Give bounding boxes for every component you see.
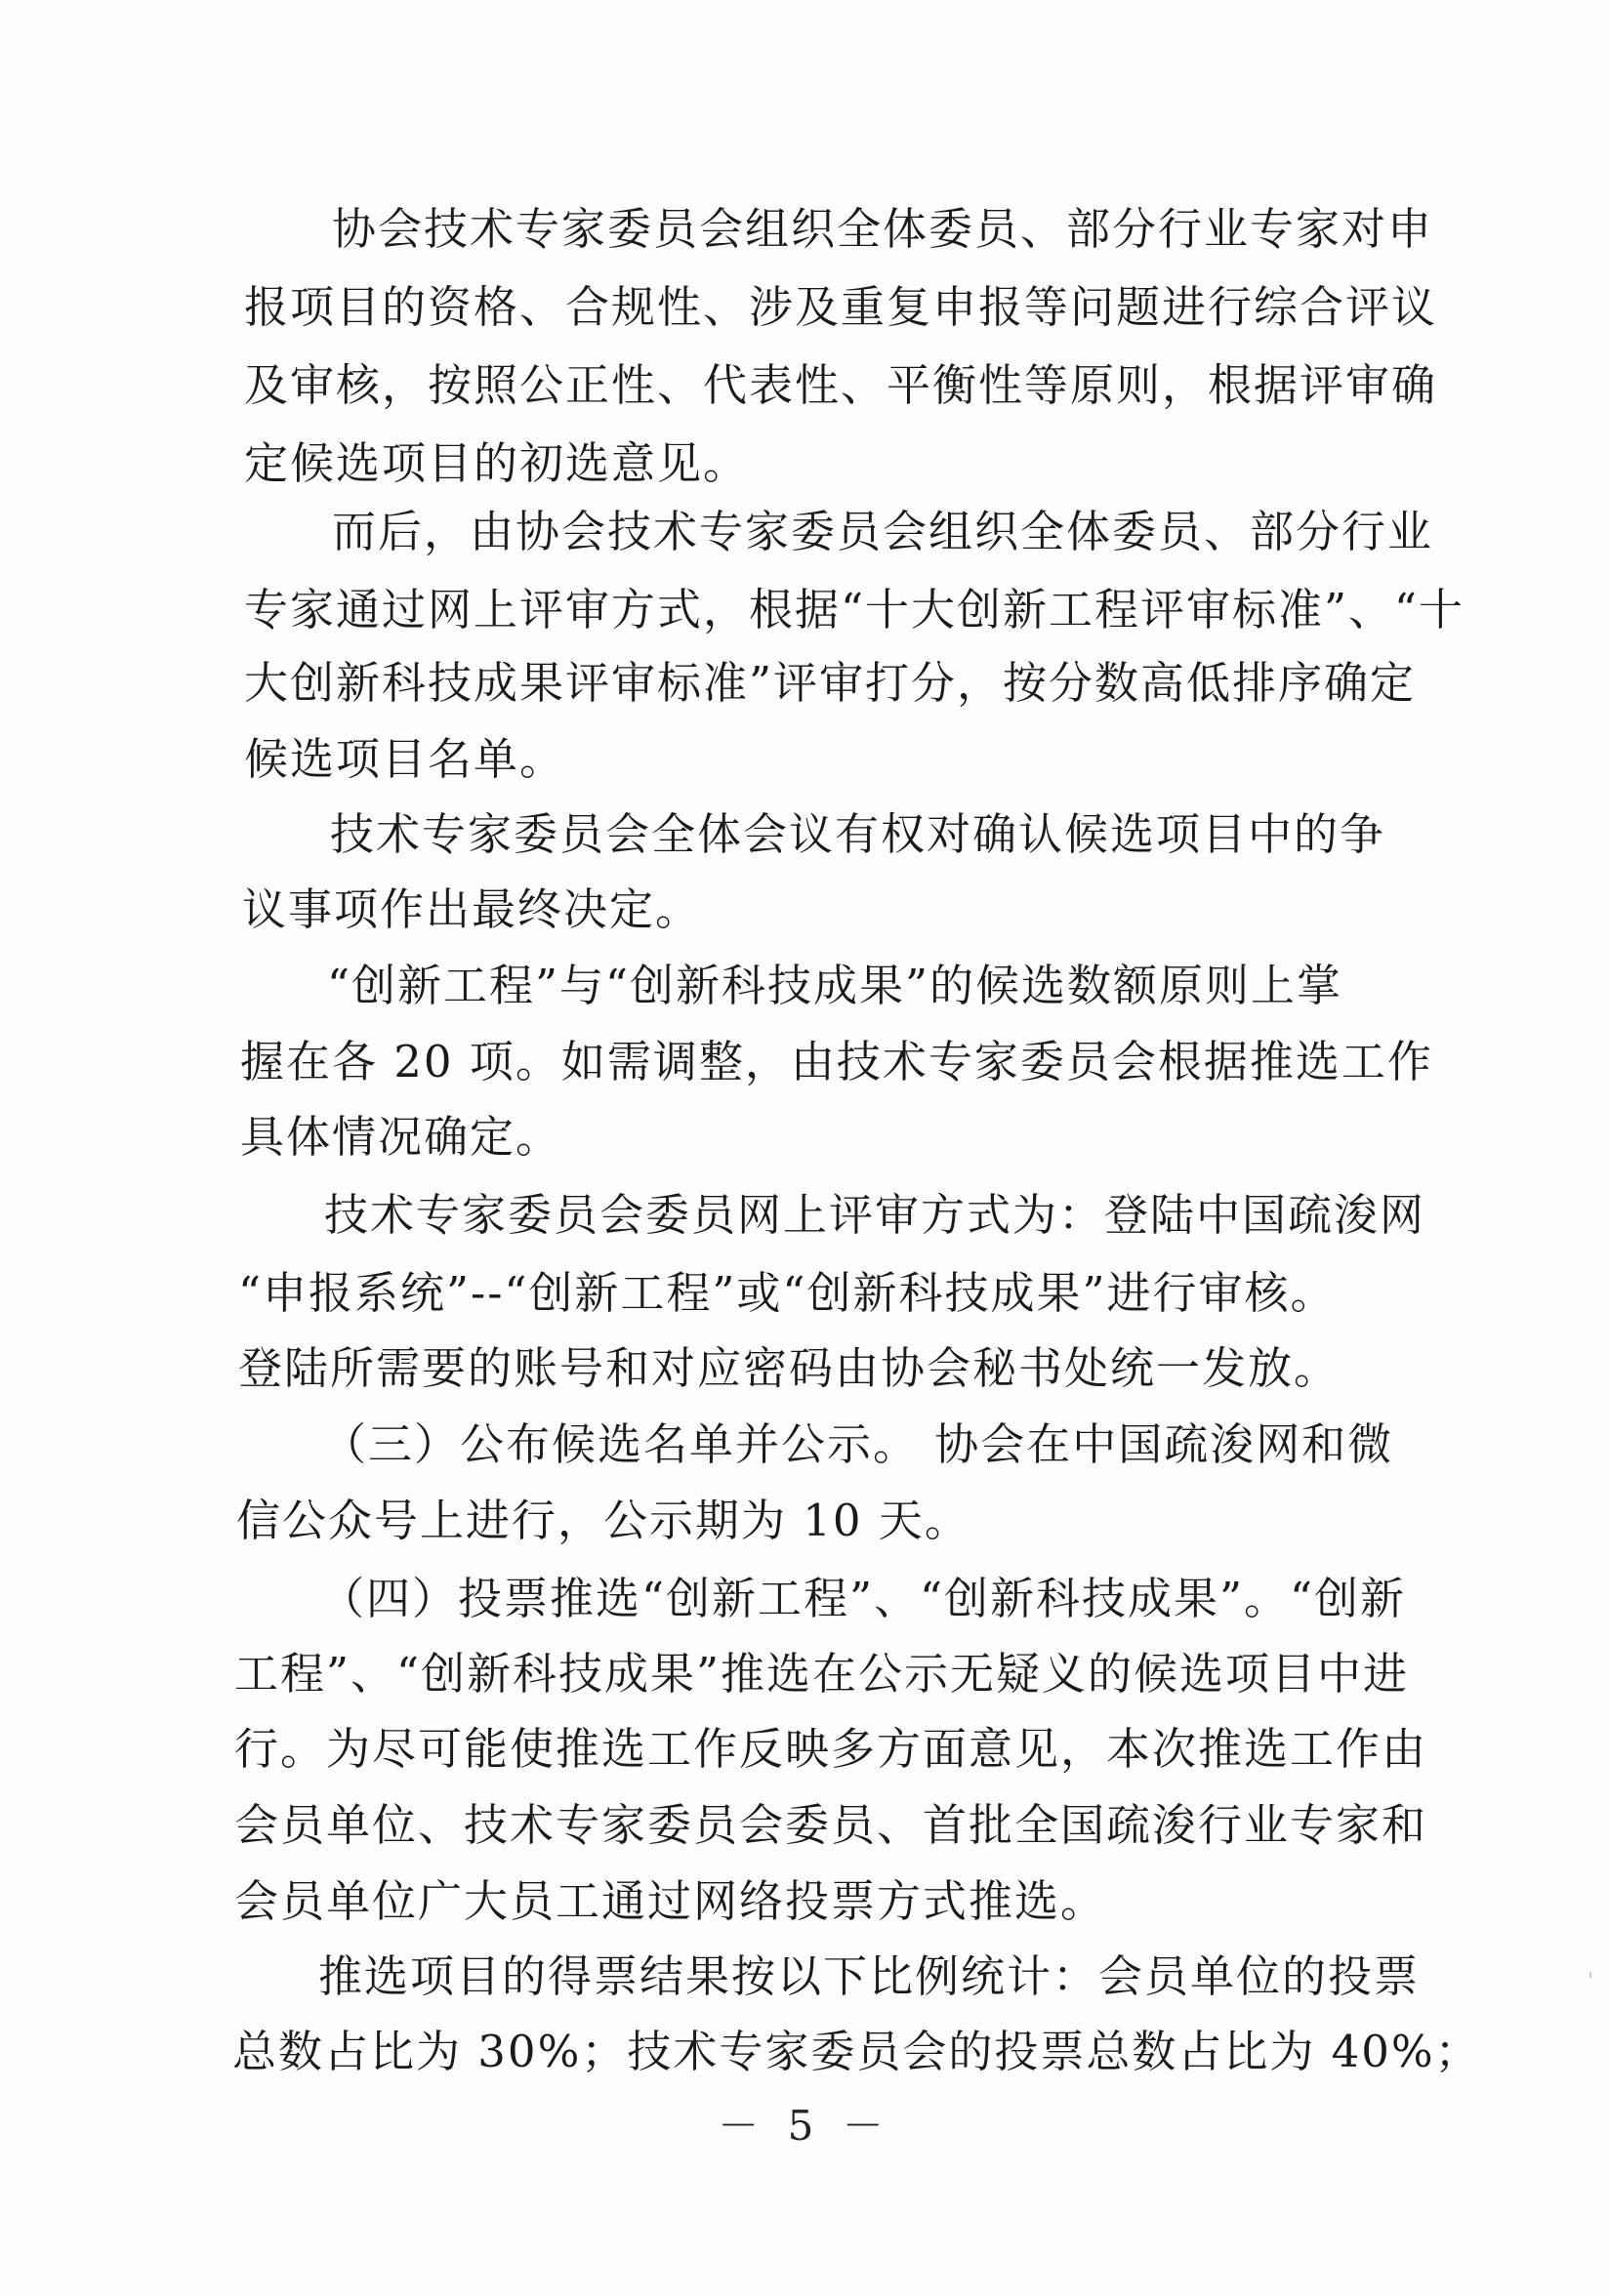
text-line: （四）投票推选“创新工程”、“创新科技成果”。“创新: [320, 1573, 1407, 1624]
text-line: 协会技术专家委员会组织全体委员、部分行业专家对申: [332, 203, 1434, 255]
text-line: 握在各 20 项。如需调整，由技术专家委员会根据推选工作: [240, 1036, 1433, 1087]
text-line: 定候选项目的初选意见。: [244, 437, 750, 489]
text-line: 技术专家委员会全体会议有权对确认候选项目中的争: [330, 808, 1386, 860]
text-line: 报项目的资格、合规性、涉及重复申报等问题进行综合评议: [244, 281, 1438, 333]
text-line: 大创新科技成果评审标准”评审打分，按分数高低排序确定: [244, 657, 1417, 709]
text-line: 总数占比为 30%；技术专家委员会的投票总数占比为 40%；: [232, 2026, 1481, 2077]
text-line: 议事项作出最终决定。: [242, 883, 702, 935]
text-line: 工程”、“创新科技成果”推选在公示无疑义的候选项目中进: [234, 1648, 1410, 1700]
text-line: “申报系统”--“创新工程”或“创新科技成果”进行审核。: [238, 1267, 1337, 1319]
text-line: （三）公布候选名单并公示。 协会在中国疏浚网和微: [322, 1418, 1394, 1470]
text-line: 具体情况确定。: [240, 1111, 562, 1163]
page-number: － 5 －: [718, 2102, 891, 2150]
text-line: 信公众号上进行，公示期为 10 天。: [236, 1495, 970, 1546]
text-line: 及审核，按照公正性、代表性、平衡性等原则，根据评审确: [244, 359, 1438, 411]
text-line: 技术专家委员会委员网上评审方式为：登陆中国疏浚网: [324, 1189, 1426, 1241]
text-line: 行。为尽可能使推选工作反映多方面意见，本次推选工作由: [234, 1723, 1428, 1775]
text-line: 专家通过网上评审方式，根据“十大创新工程评审标准”、“十: [244, 584, 1465, 636]
text-line: 会员单位广大员工通过网络投票方式推选。: [234, 1875, 1107, 1927]
text-line: “创新工程”与“创新科技成果”的候选数额原则上掌: [327, 960, 1343, 1011]
text-line: 登陆所需要的账号和对应密码由协会秘书处统一发放。: [238, 1342, 1341, 1394]
margin-mark: [1589, 1972, 1591, 1978]
text-line: 候选项目名单。: [244, 733, 566, 785]
text-line: 会员单位、技术专家委员会委员、首批全国疏浚行业专家和: [234, 1799, 1428, 1851]
text-line: 推选项目的得票结果按以下比例统计：会员单位的投票: [318, 1950, 1421, 2002]
text-line: 而后，由协会技术专家委员会组织全体委员、部分行业: [332, 506, 1434, 557]
